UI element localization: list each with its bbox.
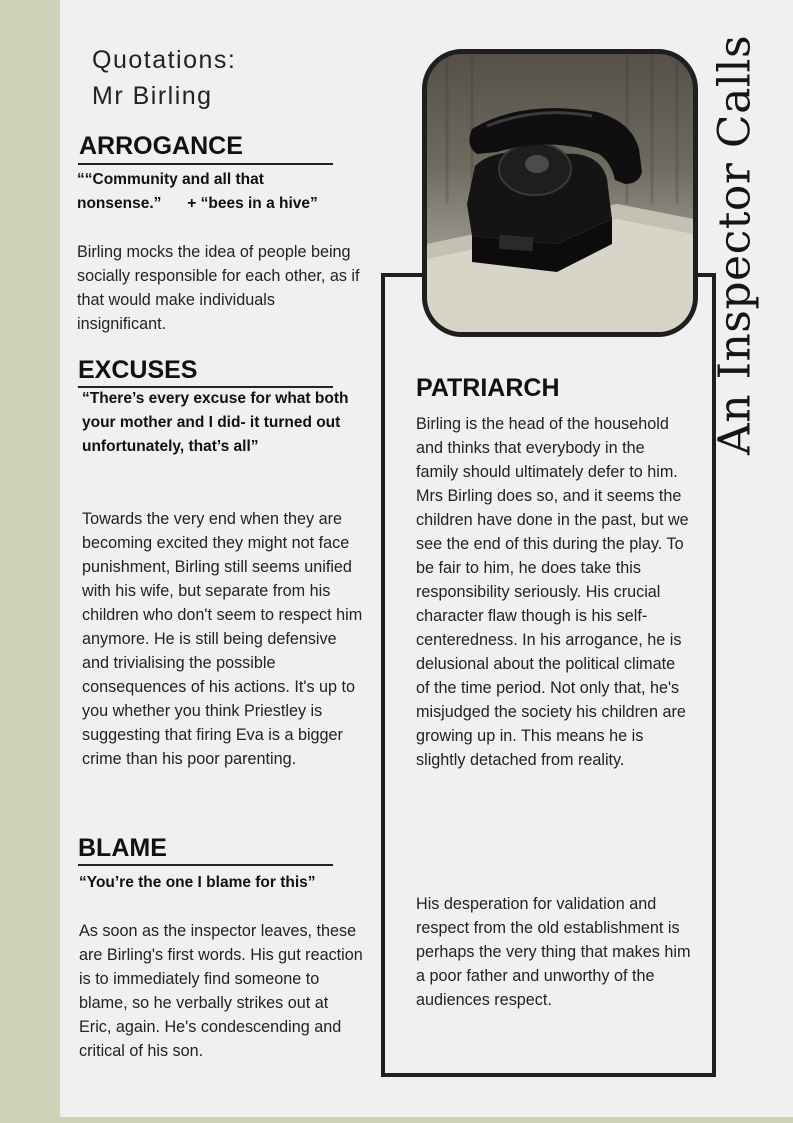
heading-excuses: EXCUSES — [78, 356, 198, 384]
text-excuses: Towards the very end when they are becoming excited they might not face punishment, Birling still seems unified with his wife, but separate from his children who don't seem to respect him anymore. He is still being defensive and trivialising the possible consequences of his actions. It's up to you whether you think Priestley is suggesting that firing Eva is a bigger crime than his poor parenting. — [82, 510, 363, 768]
quote-arrogance-line-2: nonsense.” + “bees in a hive” — [77, 195, 318, 212]
quote-excuses: “There’s every excuse for what both your mother and I did- it turned out unfortunately, that’s all” — [82, 390, 349, 455]
text-patriarch-2: His desperation for validation and respect from the old establishment is perhaps the very thing that makes him a poor father and unworthy of the audiences respect. — [416, 895, 691, 1009]
heading-arrogance: ARROGANCE — [79, 132, 243, 160]
sidebar-accent — [0, 0, 60, 1123]
text-arrogance: Birling mocks the idea of people being socially responsible for each other, as if that would make individuals insignificant. — [77, 243, 360, 333]
divider-blame — [78, 864, 333, 866]
quote-arrogance — [77, 168, 377, 216]
text-patriarch-1: Birling is the head of the household and thinks that everybody in the family should ultimately defer to him. Mrs Birling does so, and it seems the children have done in the past, but we see the end of this during the play. To be fair to him, he does take this responsibility seriously. His crucial character flaw though is his self-centeredness. In his arrogance, he is delusional about the political climate of the time period. Not only that, he's misjudged the society his children are growing up in. This means he is slightly detached from reality. — [416, 415, 689, 769]
page-title — [92, 42, 236, 114]
vertical-title: An Inspector Calls — [709, 34, 761, 456]
divider-arrogance — [78, 163, 333, 165]
quote-arrogance-line-1: ““Community and all that — [77, 171, 264, 188]
telephone-icon — [427, 54, 693, 332]
heading-blame: BLAME — [78, 834, 167, 862]
bottom-accent — [60, 1117, 793, 1123]
title-line-2: Mr Birling — [92, 82, 213, 110]
heading-patriarch: PATRIARCH — [416, 374, 560, 402]
title-line-1: Quotations: — [92, 46, 237, 74]
quote-blame: “You’re the one I blame for this” — [79, 874, 316, 891]
text-blame: As soon as the inspector leaves, these are Birling's first words. His gut reaction is to immediately find someone to blame, so he verbally strikes out at Eric, again. He's condescending and critical of his son. — [79, 922, 363, 1060]
telephone-photo — [422, 49, 698, 337]
